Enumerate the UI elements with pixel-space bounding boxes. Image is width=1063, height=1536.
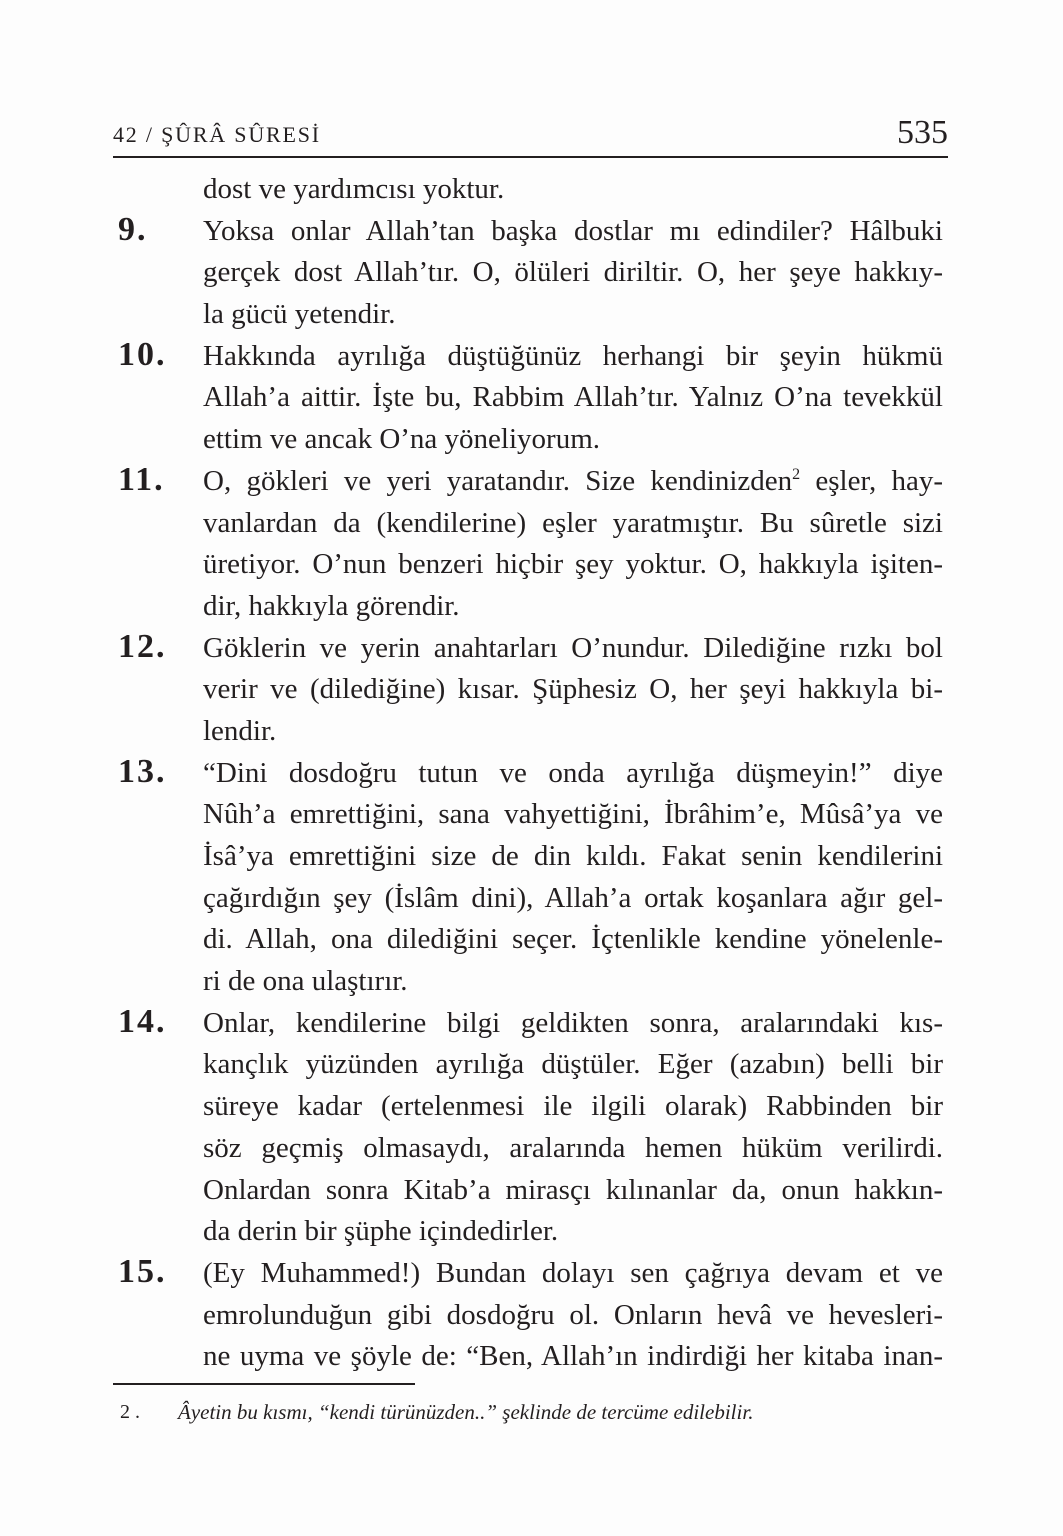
text-line: Onlardan sonra Kitab’a mirasçı kılınanlar da, onun hakkın-	[203, 1173, 943, 1206]
verse-14	[118, 1002, 943, 1253]
text-line: ri de ona ulaştırır.	[203, 965, 408, 998]
text-line: kançlık yüzünden ayrılığa düştüler. Eğer (azabın) belli bir	[203, 1048, 943, 1081]
text-line: Hakkında ayrılığa düştüğünüz herhangi bir şeyin hükmü	[203, 339, 943, 372]
text-line: (Ey Muhammed!) Bundan dolayı sen çağrıya devam et ve	[203, 1256, 943, 1289]
verse-13	[118, 752, 943, 1003]
text-segment: eşler, hay-	[800, 464, 943, 497]
text-line: çağırdığın şey (İslâm dini), Allah’a ortak koşanlara ağır gel-	[203, 881, 943, 914]
text-line: gerçek dost Allah’tır. O, ölüleri diriltir. O, her şeye hakkıy-	[203, 256, 943, 289]
text-line: dir, hakkıyla görendir.	[203, 589, 460, 622]
text-line: verir ve (dilediğine) kısar. Şüphesiz O, her şeyi hakkıyla bi-	[203, 673, 943, 706]
verse-number: 12.	[118, 627, 167, 665]
text-line: lendir.	[203, 714, 277, 747]
text-line: İsâ’ya emrettiğini size de din kıldı. Fakat senin kendilerini	[203, 840, 943, 872]
verse-9	[118, 210, 943, 336]
footnote-reference: 2	[792, 465, 801, 483]
footnote-rule	[113, 1383, 415, 1385]
verse-number: 14.	[118, 1002, 167, 1040]
running-head: 42 / ŞÛRÂ SÛRESİ	[113, 122, 321, 147]
verse-number: 9.	[118, 210, 148, 248]
page-number: 535	[897, 114, 948, 151]
text-line	[203, 461, 943, 503]
text-line: ne uyma ve şöyle de: “Ben, Allah’ın indirdiği her kitaba inan-	[203, 1340, 943, 1373]
text-line: dost ve yardımcısı yoktur.	[203, 173, 505, 205]
text-line: Göklerin ve yerin anahtarları O’nundur. Dilediğine rızkı bol	[203, 631, 943, 664]
text-line: da derin bir şüphe içindedirler.	[203, 1215, 559, 1248]
verse-number: 15.	[118, 1252, 167, 1290]
text-line: emrolunduğun gibi dosdoğru ol. Onların hevâ ve hevesleri-	[203, 1298, 943, 1331]
footnote-text: Âyetin bu kısmı, “kendi türünüzden..” şeklinde de tercüme edilebilir.	[178, 1400, 754, 1424]
text-line: Onlar, kendilerine bilgi geldikten sonra, aralarındaki kıs-	[203, 1006, 943, 1039]
text-line: Yoksa onlar Allah’tan başka dostlar mı edindiler? Hâlbuki	[203, 214, 943, 247]
text-line: Nûh’a emrettiğini, sana vahyettiğini, İbrâhim’e, Mûsâ’ya ve	[203, 798, 943, 831]
header-rule	[113, 156, 948, 158]
text-line: “Dini dosdoğru tutun ve onda ayrılığa düşmeyin!” diye	[203, 756, 943, 789]
verse-15	[118, 1252, 943, 1378]
text-line: ettim ve ancak O’na yöneliyorum.	[203, 423, 601, 456]
text-line: söz geçmiş olmasaydı, aralarında hemen hüküm verilirdi.	[203, 1131, 943, 1164]
verse-12	[118, 627, 943, 753]
text-line: di. Allah, ona dilediğini seçer. İçtenlikle kendine yönelenle-	[203, 923, 943, 956]
text-line: la gücü yetendir.	[203, 298, 396, 331]
text-segment: O, gökleri ve yeri yaratandır. Size kendinizden	[203, 464, 793, 497]
verse-number: 11.	[118, 460, 165, 498]
text-body	[118, 169, 943, 1378]
footnote-marker: 2 .	[120, 1401, 140, 1423]
text-line: üretiyor. O’nun benzeri hiçbir şey yoktur. O, hakkıyla işiten-	[203, 548, 943, 581]
verse-11	[118, 460, 943, 628]
verse-number: 13.	[118, 752, 167, 790]
verse-continuation	[203, 169, 943, 211]
verse-10	[118, 335, 943, 461]
verse-number: 10.	[118, 335, 167, 373]
text-line: vanlardan da (kendilerine) eşler yaratmıştır. Bu sûretle sizi	[203, 506, 943, 539]
text-line: süreye kadar (ertelenmesi ile ilgili olarak) Rabbinden bir	[203, 1090, 943, 1123]
text-line: Allah’a aittir. İşte bu, Rabbim Allah’tır. Yalnız O’na tevekkül	[203, 381, 943, 414]
